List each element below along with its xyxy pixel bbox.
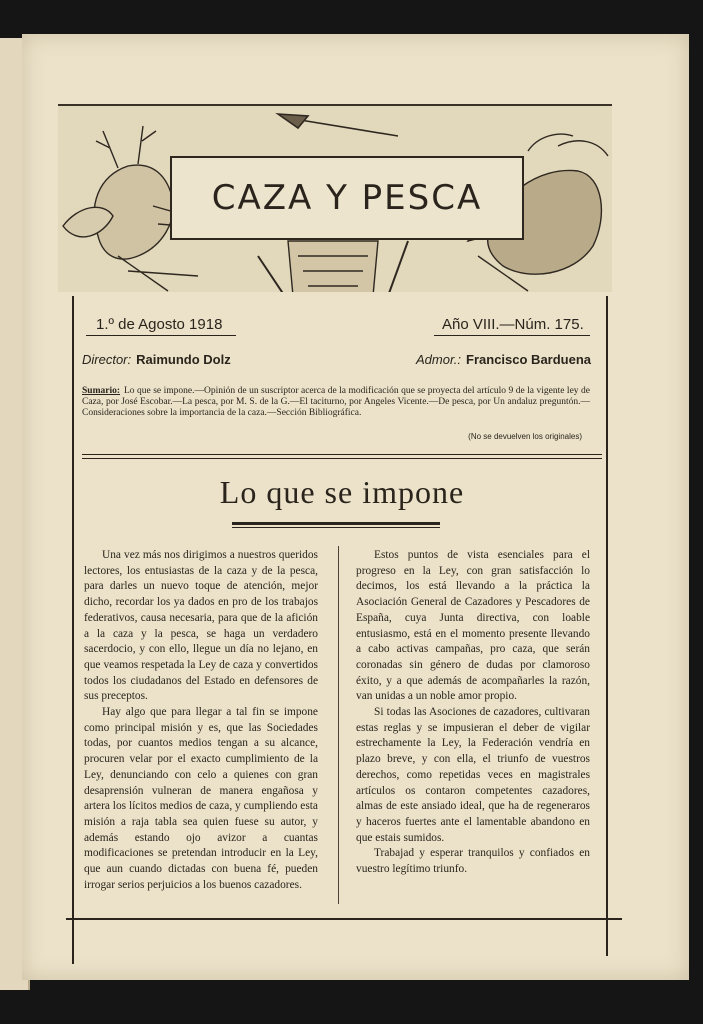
hunting-bag-icon [258,241,408,292]
article-column-right [356,548,590,878]
frame-right-line [606,296,608,956]
frame-bottom-line [66,918,622,920]
newspaper-page [22,34,689,980]
spear-icon [278,114,398,136]
masthead [58,104,612,292]
article-column-left [84,548,318,893]
admor-name: Francisco Barduena [466,352,592,367]
summary-label: Sumario: [82,386,120,396]
column-divider [338,546,339,904]
title-rule-thick [232,522,440,525]
section-rule-top [82,454,602,455]
paragraph: Una vez más nos dirigimos a nuestros queridos lectores, los entusiastas de la caza y de la pesca, para darles un nuevo toque de atención, mejor dicho, recordar los ya dados en pro de los trabajos federativos, causa necesaria, para que de la afición a la caza y la pesca, se haga un verdadero sacerdocio, y con ello, llegue un día no lejano, en que veamos respetada la Ley de caza y convertidos todos los ciudadanos del Estado en defensores de sus preceptos. [84,549,318,703]
summary [82,386,590,419]
publication-title: CAZA Y PESCA [211,178,483,218]
paragraph: Trabajad y esperar tranquilos y confiados en vuestro legítimo triunfo. [356,847,590,876]
paragraph: Hay algo que para llegar a tal fin se impone como principal misión y es, que las Sociedades todas, por cuantos medios tengan a su alcance, procuren velar por el exacto cumplimiento de la Ley, denunciando con celo a quienes con gran desaprensión vulneran de manera engañosa y artera los lícitos medios de caza, y cumpliendo esta misión a raja tabla sea quien fuese su autor, y además estando ojo avizor a cuantas modificaciones se pretendan introducir en la Ley, que aun cuando dictadas con buena fé, pueden irrogar serios perjuicios a los buenos cazadores. [84,706,318,891]
director-role: Director: [82,352,132,367]
issue-number: Año VIII.—Núm. 175. [442,316,584,333]
summary-text: Lo que se impone.—Opinión de un suscriptor acerca de la modificación que se proyecta del artículo 9 de la vigente ley de Caza, por José Escobar.—La pesca, por M. S. de la G.—El taciturno, por Angeles Vicente.—De pesca, por Un andaluz preguntón.—Consideraciones sobre la importancia de la caza.—Sección Bibliográfica. [82,386,590,418]
paragraph: Si todas las Asociones de cazadores, cultivaran estas reglas y se impusieran el deber de vigilar estrechamente la Ley, la Federación vendría en plazo breve, y con ella, el triunfo de vuestros derechos, como repetidas veces en magistrales artículos os contaron competentes cazadores, almas de este ansiado ideal, que ha de regeneraros y haceros fuertes ante el lamentable abandono en que estais sumidos. [356,706,590,844]
issue-rule [434,335,590,336]
title-rule-thin [232,527,440,528]
paragraph: Estos puntos de vista esenciales para el progreso en la Ley, con gran satisfacción lo decimos, los está llevando a la práctica la Asociación General de Cazadores y Pescadores de España, cuya Junta directiva, con loable entusiasmo, está en el momento presente llevando a cabo activas campañas, pro caza, que serán coronadas sin género de dudas por clamoroso éxito, y a que además de acompañarles la razón, van unidas a un noble amor propio. [356,549,590,703]
date-rule [86,335,236,336]
issue-date: 1.º de Agosto 1918 [96,316,223,333]
admor-role: Admor.: [416,352,462,367]
director-credit [82,352,231,367]
title-banner [170,156,524,240]
frame-left-line [72,296,74,964]
director-name: Raimundo Dolz [136,352,231,367]
article-title: Lo que se impone [219,474,465,510]
section-rule-bottom [82,458,602,459]
originals-note: (No se devuelven los originales) [468,432,582,441]
administrator-credit [416,352,591,367]
